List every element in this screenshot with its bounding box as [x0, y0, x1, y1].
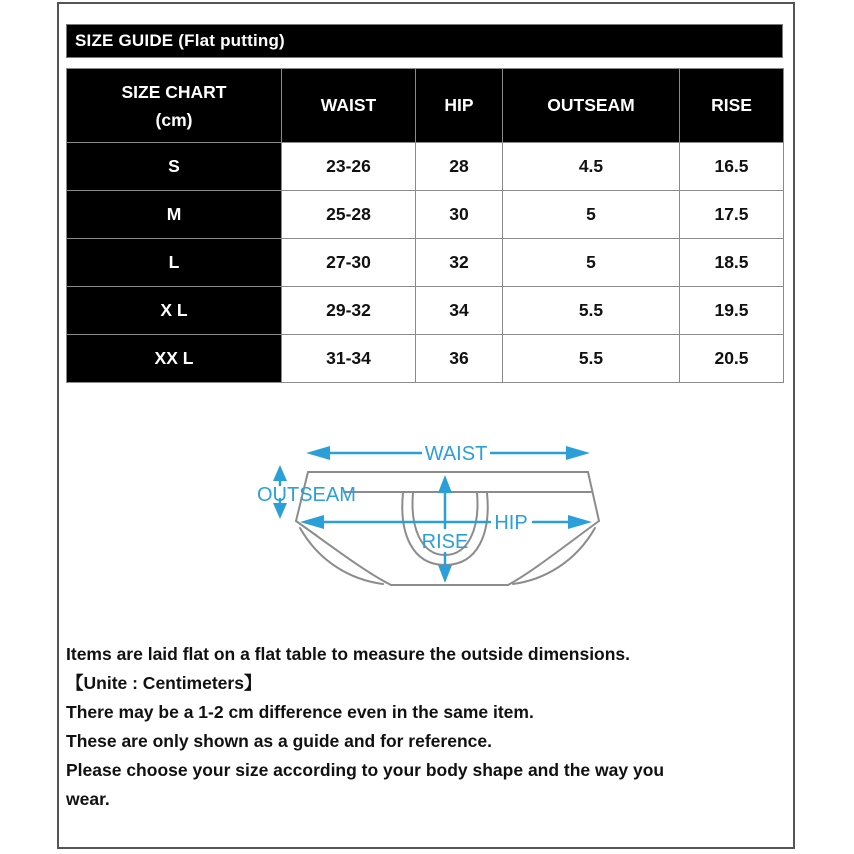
note-line-tolerance: There may be a 1-2 cm difference even in the same item. — [66, 702, 534, 722]
hip-cell: 36 — [416, 335, 503, 383]
note-line-unit: 【Unite : Centimeters】 — [66, 673, 262, 693]
hip-cell: 34 — [416, 287, 503, 335]
col-header-size-chart: SIZE CHART (cm) — [67, 69, 282, 143]
page-title: SIZE GUIDE (Flat putting) — [75, 31, 285, 50]
size-cell: X L — [67, 287, 282, 335]
table-row-m — [67, 191, 784, 239]
rise-cell: 18.5 — [680, 239, 784, 287]
waist-cell: 27-30 — [282, 239, 416, 287]
rise-arrow — [438, 475, 452, 583]
waist-cell: 25-28 — [282, 191, 416, 239]
waist-cell: 31-34 — [282, 335, 416, 383]
table-row-xxl — [67, 335, 784, 383]
waist-cell: 23-26 — [282, 143, 416, 191]
note-line-choose: Please choose your size according to your body shape and the way you wear. — [66, 760, 665, 809]
rise-cell: 20.5 — [680, 335, 784, 383]
outseam-cell: 5 — [503, 239, 680, 287]
size-cell: M — [67, 191, 282, 239]
table-row-l — [67, 239, 784, 287]
table-row-s — [67, 143, 784, 191]
hip-cell: 30 — [416, 191, 503, 239]
size-chart-table — [66, 68, 784, 383]
outseam-label: OUTSEAM — [257, 484, 356, 506]
outseam-cell: 5 — [503, 191, 680, 239]
hip-cell: 28 — [416, 143, 503, 191]
size-cell: L — [67, 239, 282, 287]
notes — [66, 640, 778, 814]
rise-cell: 19.5 — [680, 287, 784, 335]
hip-cell: 32 — [416, 239, 503, 287]
note-line-reference: These are only shown as a guide and for reference. — [66, 731, 492, 751]
rise-label: RISE — [421, 531, 469, 553]
waist-label: WAIST — [424, 443, 488, 465]
waist-cell: 29-32 — [282, 287, 416, 335]
content-frame — [57, 2, 795, 849]
size-cell: S — [67, 143, 282, 191]
col-header-hip: HIP — [416, 69, 503, 143]
outseam-cell: 5.5 — [503, 287, 680, 335]
outseam-cell: 5.5 — [503, 335, 680, 383]
title-bar — [66, 24, 783, 58]
size-cell: XX L — [67, 335, 282, 383]
table-header-row — [67, 69, 784, 143]
table-row-xl — [67, 287, 784, 335]
rise-cell: 17.5 — [680, 191, 784, 239]
col-header-rise: RISE — [680, 69, 784, 143]
outseam-cell: 4.5 — [503, 143, 680, 191]
hip-label: HIP — [494, 512, 528, 534]
note-line-measure: Items are laid flat on a flat table to measure the outside dimensions. — [66, 644, 631, 664]
measurement-diagram — [240, 415, 660, 630]
col-header-outseam: OUTSEAM — [503, 69, 680, 143]
col-header-waist: WAIST — [282, 69, 416, 143]
rise-cell: 16.5 — [680, 143, 784, 191]
